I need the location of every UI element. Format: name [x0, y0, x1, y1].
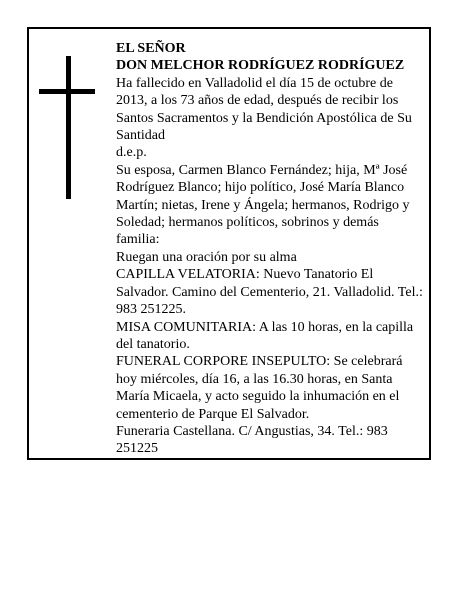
- cross-horizontal-bar: [39, 89, 95, 94]
- funeral-info: FUNERAL CORPORE INSEPULTO: Se celebrará hoy miércoles, día 16, a las 16.30 horas, en Santa María Micaela, y acto seguido la inhumación en el cementerio de Parque El Salvador.: [116, 354, 403, 422]
- chapel-info: CAPILLA VELATORIA: Nuevo Tanatorio El Salvador. Camino del Cementerio, 21. Valladolid. Tel.: 983 251225.: [116, 267, 423, 318]
- notice-text: [116, 40, 424, 458]
- mass-info: MISA COMUNITARIA: A las 10 horas, en la capilla del tanatorio.: [116, 319, 414, 352]
- funeral-home-info: Funeraria Castellana. C/ Angustias, 34. Tel.: 983 251225: [116, 423, 388, 457]
- death-announcement: Ha fallecido en Valladolid el día 15 de octubre de 2013, a los 73 años de edad, después de recibir los Santos Sacramentos y la Bendición Apostólica de Su Santidad: [116, 75, 412, 144]
- rest-in-peace: d.e.p.: [116, 145, 147, 161]
- family-list: Su esposa, Carmen Blanco Fernández; hija, Mª José Rodríguez Blanco; hijo político, José María Blanco Martín; nietas, Irene y Ángela; hermanos, Rodrigo y Soledad; hermanos políticos, sobrinos y demás familia:: [116, 162, 410, 248]
- deceased-name: DON MELCHOR RODRÍGUEZ RODRÍGUEZ: [116, 58, 405, 74]
- cross-vertical-bar: [66, 56, 71, 199]
- notice-title: EL SEÑOR: [116, 41, 186, 56]
- cross-icon: [39, 56, 95, 199]
- obituary-notice: [27, 27, 431, 460]
- prayer-request: Ruegan una oración por su alma: [116, 249, 297, 265]
